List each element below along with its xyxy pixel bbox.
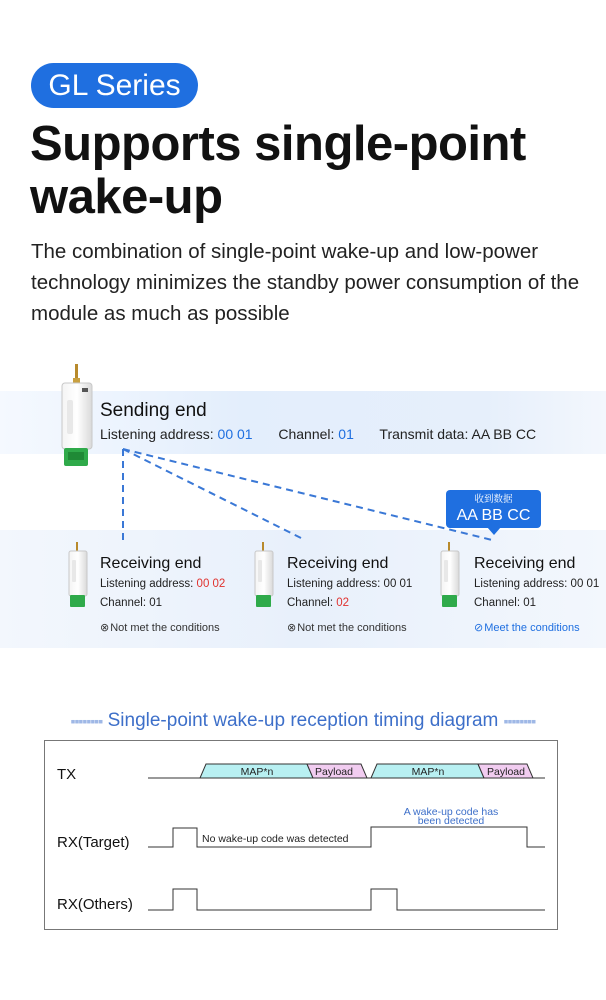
sender-channel-value: 01: [338, 426, 354, 442]
signal-label-tx: TX: [57, 766, 77, 783]
check-circle-icon: ⊘: [474, 622, 484, 634]
receiver-channel-value: 01: [149, 597, 163, 609]
sender-data-value: AA BB CC: [471, 426, 537, 442]
callout-pointer: [487, 527, 501, 535]
sender-data-label: Transmit data:: [379, 426, 469, 442]
receiver-card-3: [474, 554, 606, 612]
wire-to-receiver-3: [123, 449, 492, 540]
sender-channel-label: Channel:: [278, 426, 335, 442]
cross-icon: ⊗: [100, 622, 110, 634]
sending-device-icon: [62, 364, 92, 466]
receiver-address: Listening address: 00 01: [474, 578, 600, 590]
receiver-card-1: [100, 554, 270, 612]
tx-label-payload-1: Payload: [315, 766, 353, 778]
rx-target-waveform: [148, 806, 545, 847]
sender-addr-value: 00 01: [217, 426, 253, 442]
receiver-3-status: ⊘Meet the conditions: [474, 622, 580, 634]
receiver-title: Receiving end: [100, 555, 202, 572]
receiver-1-status: ⊗Not met the conditions: [100, 622, 220, 634]
receiver-2-status: ⊗Not met the conditions: [287, 622, 407, 634]
receiver-addr-value: 00 02: [196, 578, 226, 590]
receiver-address: Listening address: 00 01: [287, 578, 413, 590]
callout-value: AA BB CC: [456, 507, 531, 524]
tx-label-map-1: MAP*n: [240, 766, 274, 778]
receiver-device-1-icon: [69, 542, 87, 607]
note-wake-code-line2: been detected: [417, 815, 485, 827]
note-wake-code-line1: A wake-up code has: [403, 806, 499, 818]
note-no-wake-code: No wake-up code was detected: [202, 833, 349, 845]
series-badge: GL Series: [31, 63, 198, 108]
wire-to-receiver-2: [123, 449, 305, 540]
receiver-addr-value: 00 01: [570, 578, 600, 590]
page-subtitle: The combination of single-point wake-up and low-power technology minimizes the standby power consumption of the module as much as possible: [31, 240, 580, 325]
receiver-channel-value: 01: [523, 597, 537, 609]
receiver-address: Listening address: 00 02: [100, 578, 226, 590]
received-data-callout: [446, 490, 541, 528]
sending-end-info: [100, 426, 536, 442]
title-dash-right: ▪▪▪▪▪▪▪▪: [503, 713, 536, 729]
cross-icon: ⊗: [287, 622, 297, 634]
receiver-channel: Channel: 01: [100, 597, 163, 609]
timing-diagram-title: ▪▪▪▪▪▪▪▪ Single-point wake-up reception timing diagram ▪▪▪▪▪▪▪▪: [70, 710, 536, 731]
timing-diagram: [45, 741, 557, 929]
receiver-title: Receiving end: [287, 555, 389, 572]
receiver-channel: Channel: 01: [474, 597, 537, 609]
title-dash-left: ▪▪▪▪▪▪▪▪: [70, 713, 103, 729]
receiver-card-2: [287, 554, 457, 612]
receiver-channel: Channel: 02: [287, 597, 350, 609]
page-title: Supports single-point wake-up: [30, 117, 526, 224]
receiver-channel-value: 02: [336, 597, 350, 609]
rx-others-waveform: [148, 889, 545, 910]
timing-diagram-frame: [44, 740, 558, 930]
receiver-addr-value: 00 01: [383, 578, 413, 590]
tx-waveform: [148, 764, 545, 778]
sender-addr-label: Listening address:: [100, 426, 214, 442]
signal-label-rx-others: RX(Others): [57, 896, 133, 913]
callout-label: 收到数据: [474, 494, 513, 505]
tx-label-map-2: MAP*n: [411, 766, 445, 778]
signal-label-rx-target: RX(Target): [57, 834, 130, 851]
receiver-title: Receiving end: [474, 555, 576, 572]
sending-end-title: Sending end: [100, 400, 207, 421]
tx-label-payload-2: Payload: [487, 766, 525, 778]
